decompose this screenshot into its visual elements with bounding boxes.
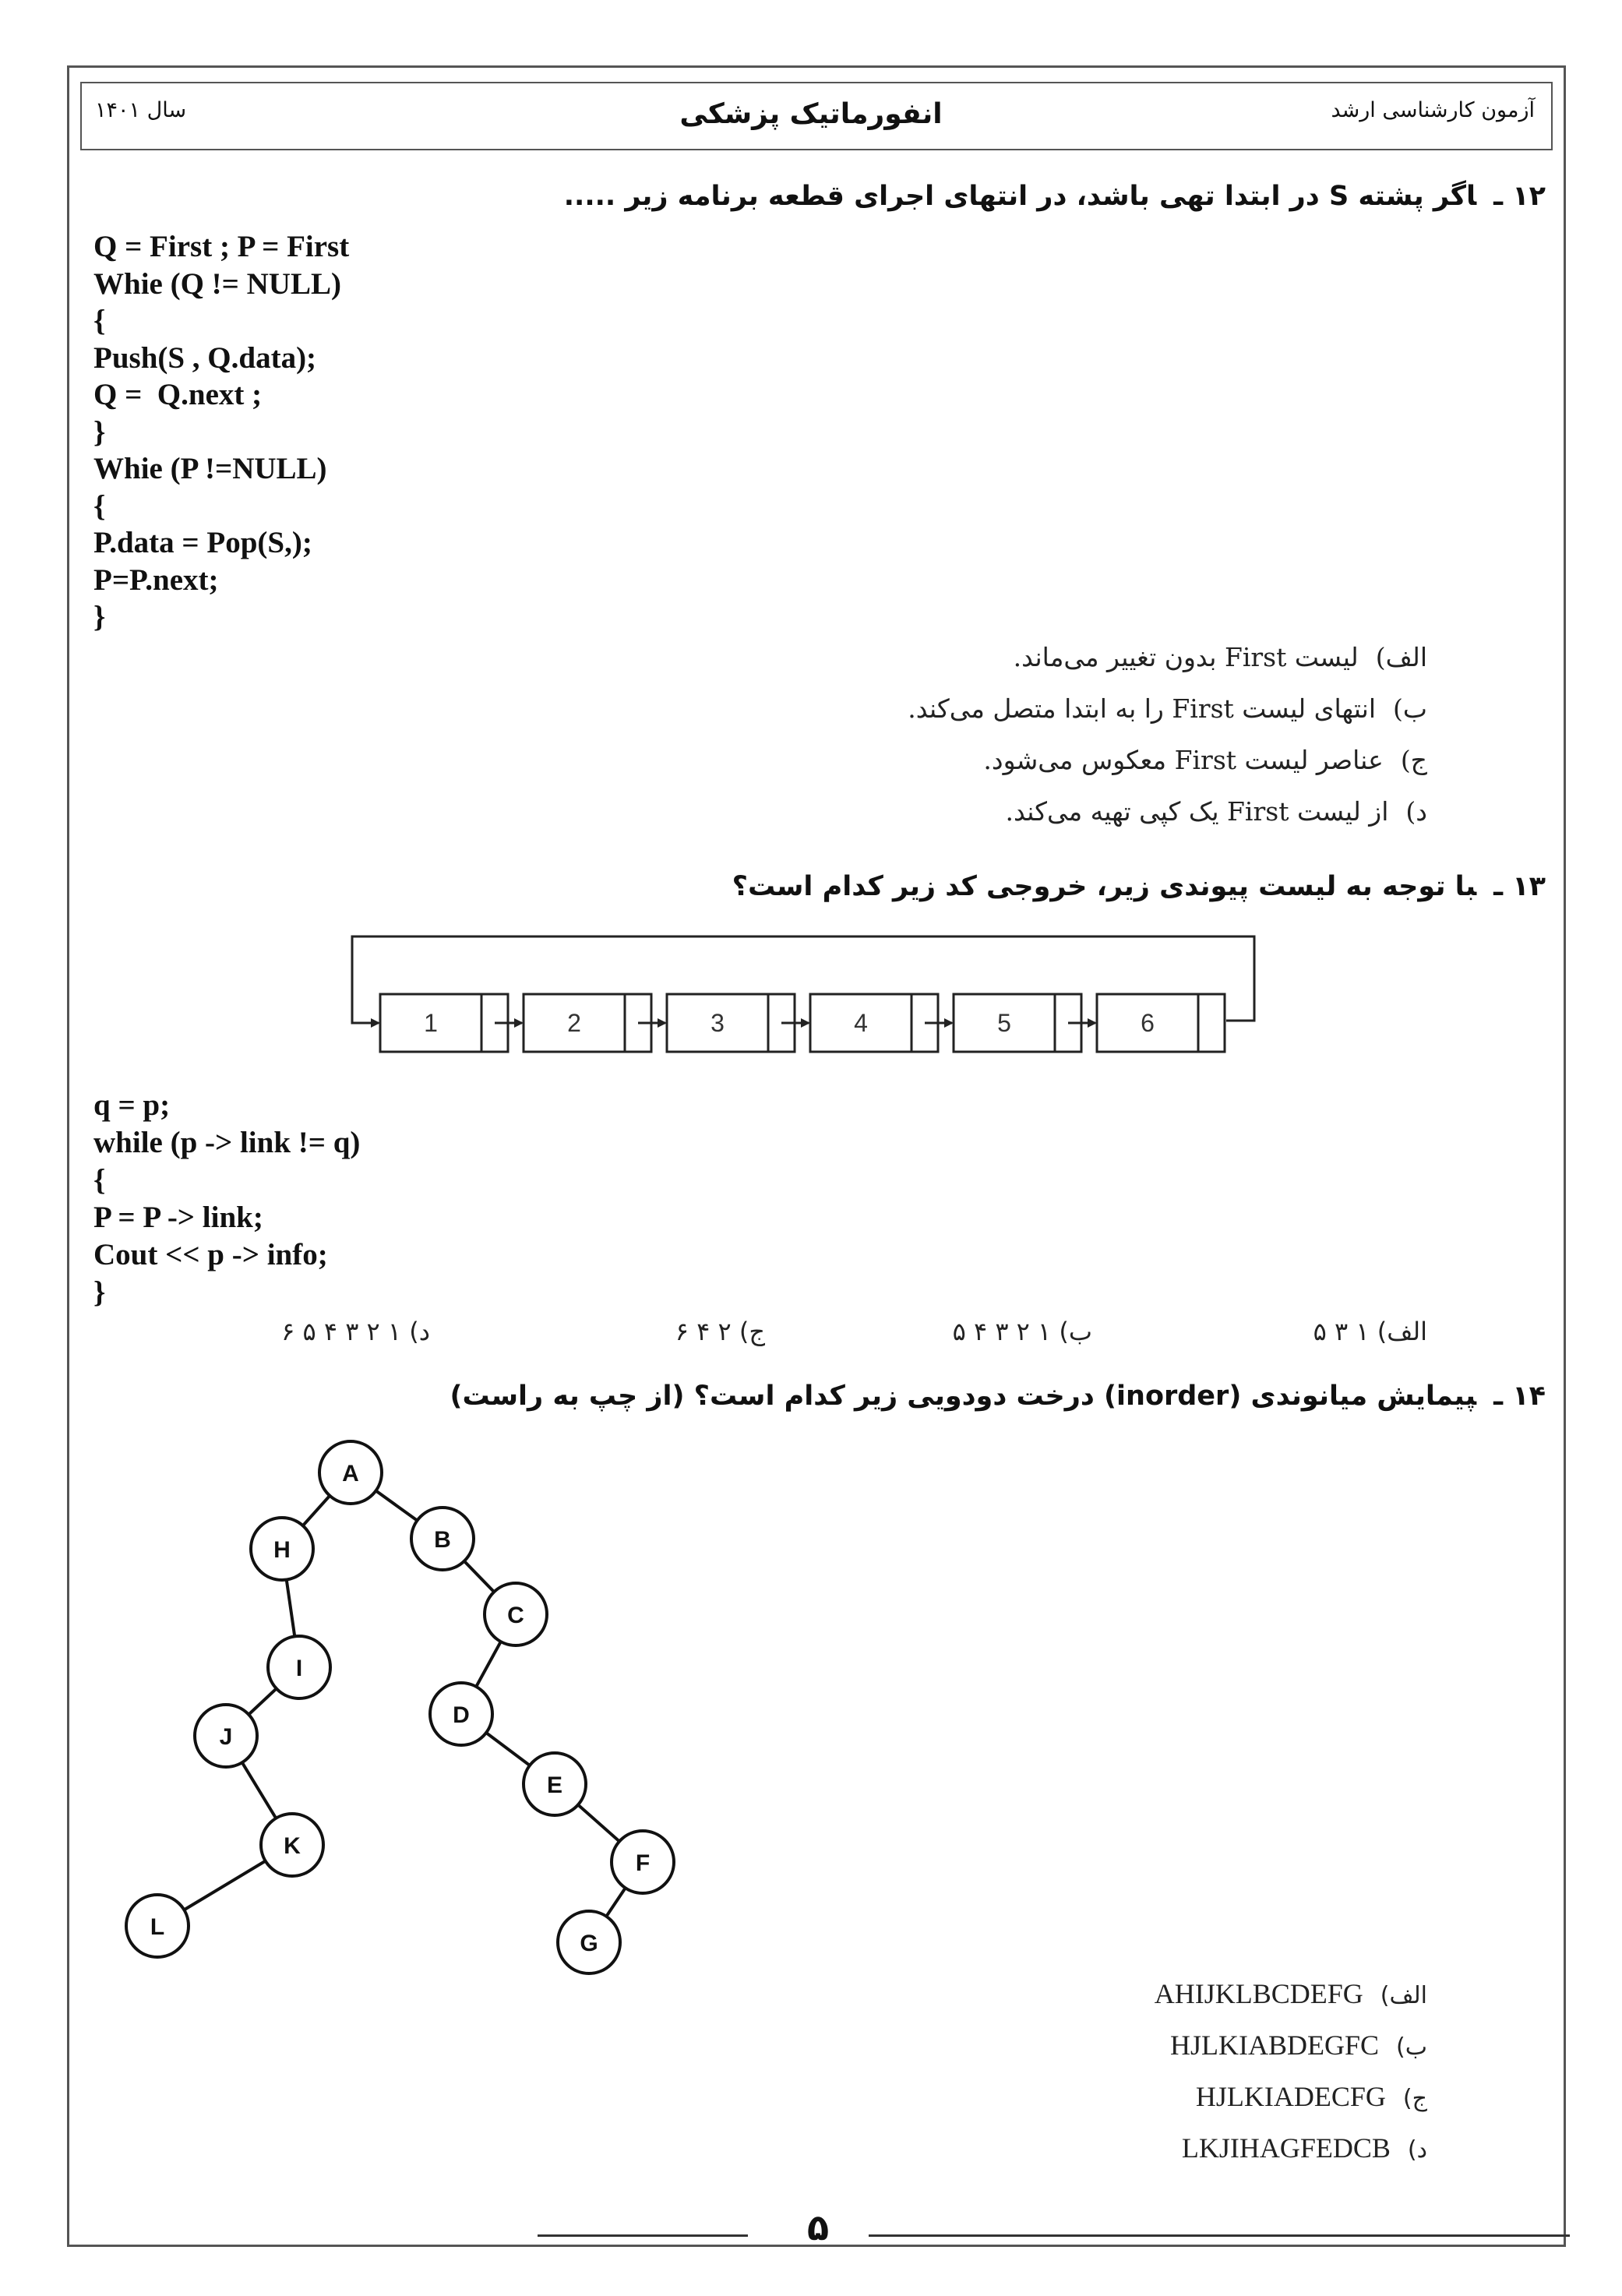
option-text: HJLKIABDEGFC xyxy=(1170,2030,1380,2061)
tree-node-label: J xyxy=(219,1724,233,1750)
tree-node-label: K xyxy=(284,1833,301,1859)
option-text: AHIJKLBCDEFG xyxy=(1154,1978,1363,2009)
code-line: Q = First ; P = First xyxy=(93,230,350,263)
q14-option-d[interactable] xyxy=(1182,2132,1427,2164)
tree-node-e xyxy=(524,1753,586,1815)
code-line: Whie (Q != NULL) xyxy=(93,266,341,301)
code-line: P = P -> link; xyxy=(93,1201,263,1234)
code-line: } xyxy=(93,1275,106,1309)
tree-node-label: B xyxy=(434,1527,451,1553)
question-text: با توجه به لیست پیوندی زیر، خروجی کد زیر کدام است؟ xyxy=(732,871,1477,902)
question-text: اگر پشته S در ابتدا تهی باشد، در انتهای اجرای قطعه برنامه زیر ..... xyxy=(563,181,1477,212)
q14-option-c[interactable] xyxy=(1196,2080,1427,2113)
option-key: ج) xyxy=(739,1317,765,1346)
option-key: ج) xyxy=(1400,745,1427,775)
option-text: ۱ ۳ ۵ xyxy=(1313,1317,1370,1346)
option-text: ۲ ۴ ۶ xyxy=(675,1317,732,1346)
code-line: { xyxy=(93,1163,106,1197)
tree-node-label: A xyxy=(342,1461,359,1487)
option-key: الف) xyxy=(1380,1982,1427,2009)
tree-node-c xyxy=(485,1583,547,1645)
q14-option-b[interactable] xyxy=(1170,2029,1427,2061)
question-number: ۱۲ ـ xyxy=(1493,181,1546,212)
code-line: Cout << p -> info; xyxy=(93,1238,328,1271)
tree-node-f xyxy=(612,1831,674,1893)
option-text: عناصر لیست First معکوس می‌شود. xyxy=(983,745,1384,775)
code-line: { xyxy=(93,304,106,337)
tree-node-label: D xyxy=(453,1702,470,1728)
option-key: الف) xyxy=(1375,642,1427,672)
option-text: انتهای لیست First را به ابتدا متصل می‌کند. xyxy=(908,693,1377,724)
list-node-value: 2 xyxy=(567,1009,581,1037)
code-line: while (p -> link != q) xyxy=(93,1126,361,1159)
question-number: ۱۳ ـ xyxy=(1493,871,1546,902)
tree-node-g xyxy=(558,1911,620,1973)
option-key: د) xyxy=(1407,2136,1427,2164)
header-year: سال ۱۴۰۱ xyxy=(95,98,187,122)
tree-node-label: F xyxy=(635,1850,651,1876)
code-line: } xyxy=(93,600,106,633)
code-line: P=P.next; xyxy=(93,563,219,597)
code-line: Whie (P !=NULL) xyxy=(93,452,327,485)
tree-node-label: L xyxy=(150,1914,165,1940)
option-key: ب) xyxy=(1393,693,1427,724)
option-text: از لیست First یک کپی تهیه می‌کند. xyxy=(1005,796,1389,827)
list-node-value: 4 xyxy=(854,1009,868,1037)
code-line: { xyxy=(93,488,106,523)
code-line: P.data = Pop(S,); xyxy=(93,526,312,559)
option-text: HJLKIADECFG xyxy=(1195,2081,1386,2112)
header-subject: انفورماتیک پزشکی xyxy=(679,98,943,130)
page-number: ۵ xyxy=(806,2206,830,2248)
tree-node-label: I xyxy=(295,1656,303,1681)
option-key: ج) xyxy=(1402,2085,1427,2112)
q14-option-a[interactable] xyxy=(1155,1977,1427,2010)
tree-node-label: H xyxy=(273,1537,291,1563)
list-node-value: 5 xyxy=(997,1009,1011,1037)
option-text: لیست First بدون تغییر می‌ماند. xyxy=(1013,642,1359,672)
tree-node-k xyxy=(261,1814,323,1876)
tree-node-label: C xyxy=(507,1603,524,1628)
option-text: LKJIHAGFEDCB xyxy=(1181,2132,1391,2164)
option-key: د) xyxy=(409,1317,430,1346)
tree-node-i xyxy=(268,1636,330,1698)
tree-node-j xyxy=(195,1705,257,1767)
list-node-value: 6 xyxy=(1141,1009,1155,1037)
question-number: ۱۴ ـ xyxy=(1493,1381,1546,1412)
option-text: ۱ ۲ ۳ ۴ ۵ xyxy=(952,1317,1052,1346)
code-line: Push(S , Q.data); xyxy=(93,340,317,375)
question-text: پیمایش میانوندی (inorder) درخت دودویی زیر کدام است؟ (از چپ به راست) xyxy=(450,1381,1477,1412)
option-key: د) xyxy=(1405,796,1427,827)
tree-node-d xyxy=(430,1683,492,1745)
tree-node-l xyxy=(126,1895,189,1957)
code-line: } xyxy=(93,414,106,449)
code-line: Q = Q.next ; xyxy=(93,378,263,411)
tree-node-a xyxy=(319,1441,382,1504)
tree-node-label: G xyxy=(580,1931,598,1956)
list-node-value: 3 xyxy=(711,1009,725,1037)
option-key: الف) xyxy=(1377,1317,1427,1346)
footer-rule-left xyxy=(538,2234,748,2237)
code-line: q = p; xyxy=(93,1088,171,1122)
tree-node-h xyxy=(251,1518,313,1580)
option-key: ب) xyxy=(1059,1317,1092,1346)
tree-node-label: E xyxy=(546,1772,563,1798)
option-key: ب) xyxy=(1396,2033,1427,2061)
tree-node-b xyxy=(411,1508,474,1570)
footer-rule-right xyxy=(869,2234,1570,2237)
header-exam-name: آزمون کارشناسی ارشد xyxy=(1331,98,1535,122)
list-node-value: 1 xyxy=(424,1009,438,1037)
option-text: ۱ ۲ ۳ ۴ ۵ ۶ xyxy=(281,1317,402,1346)
